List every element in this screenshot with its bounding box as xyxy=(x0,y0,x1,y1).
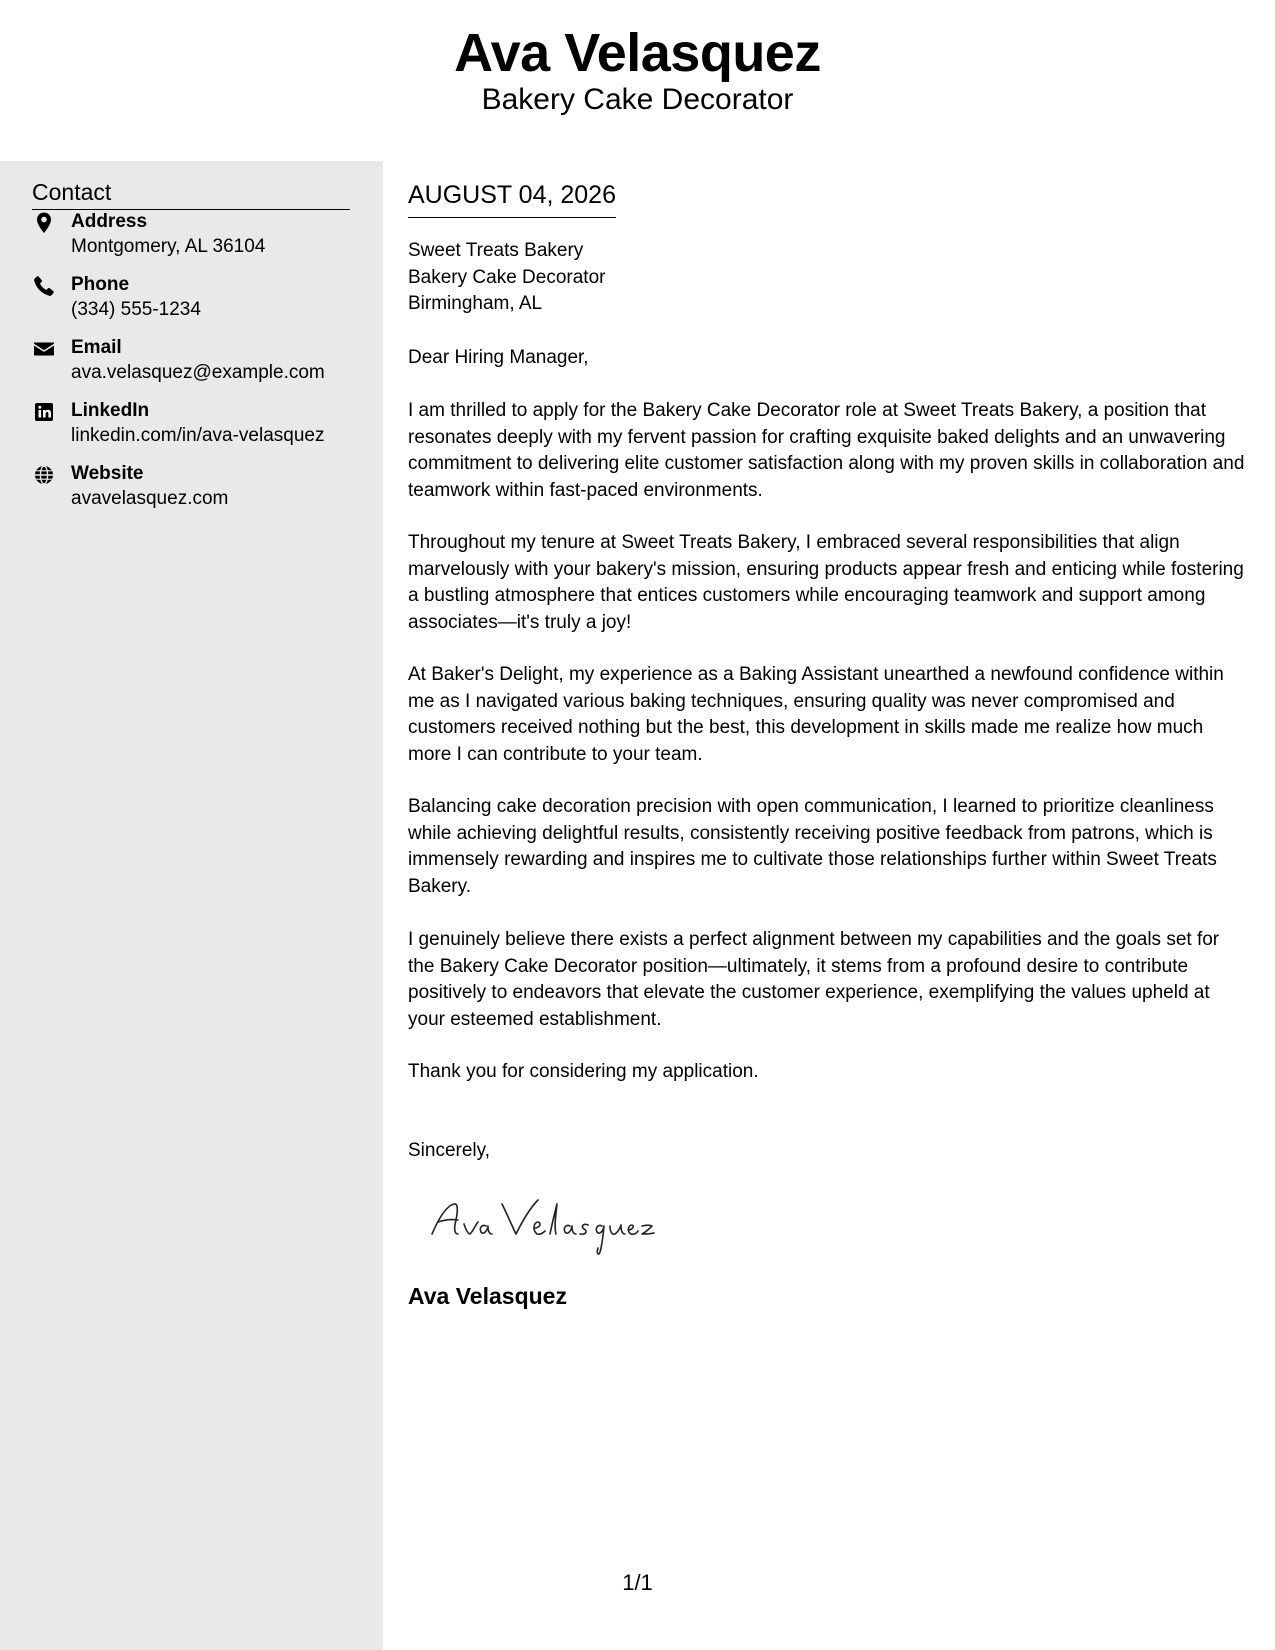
recipient-position: Bakery Cake Decorator xyxy=(408,266,606,288)
body-paragraph: At Baker's Delight, my experience as a Baking Assistant unearthed a newfound confidence within me as I navigated various baking techniques, ensuring quality was never compromised and customers received nothing but the best, this development in skills made me realize how much more I can contribute to your team. xyxy=(408,664,1224,765)
contact-label-website: Website xyxy=(71,463,144,484)
contact-label-linkedin: LinkedIn xyxy=(71,400,150,421)
contact-item-linkedin xyxy=(32,398,362,454)
recipient-location: Birmingham, AL xyxy=(408,293,543,314)
contact-item-phone xyxy=(32,272,362,328)
map-pin-icon xyxy=(32,211,56,235)
letter-header xyxy=(0,0,1275,161)
thank-you-line: Thank you for considering my application. xyxy=(408,1061,759,1082)
phone-icon xyxy=(32,274,56,298)
contact-value-phone: (334) 555-1234 xyxy=(71,299,201,320)
globe-icon xyxy=(32,463,56,487)
contact-label-phone: Phone xyxy=(71,274,130,295)
contact-item-website xyxy=(32,461,362,517)
page-number: 1/1 xyxy=(622,1570,653,1595)
envelope-icon xyxy=(32,337,56,361)
body-paragraph: I genuinely believe there exists a perfect alignment between my capabilities and the goals set for the Bakery Cake Decorator position—ultimately, it stems from a profound desire to contribute positively to endeavors that elevate the customer experience, exemplifying the values upheld at your esteemed establishment. xyxy=(408,929,1220,1030)
salutation: Dear Hiring Manager, xyxy=(408,347,589,368)
contact-value-website: avavelasquez.com xyxy=(71,488,229,509)
linkedin-icon xyxy=(32,400,56,424)
contact-sidebar xyxy=(0,161,383,1650)
applicant-name: Ava Velasquez xyxy=(454,23,821,83)
applicant-title: Bakery Cake Decorator xyxy=(481,83,794,116)
contact-item-email xyxy=(32,335,362,391)
contact-item-address xyxy=(32,209,362,265)
body-paragraph: Throughout my tenure at Sweet Treats Bakery, I embraced several responsibilities that align marvelously with your bakery's mission, ensuring products appear fresh and enticing while fostering a bustling atmosphere that entices customers while encouraging teamwork and support among associates—it's truly a joy! xyxy=(408,532,1244,633)
contact-heading: Contact xyxy=(32,177,350,210)
contact-value-address: Montgomery, AL 36104 xyxy=(71,236,266,257)
recipient-block xyxy=(408,238,605,318)
letter-date: AUGUST 04, 2026 xyxy=(408,179,616,218)
contact-value-linkedin: linkedin.com/in/ava-velasquez xyxy=(71,425,325,446)
body-paragraph: I am thrilled to apply for the Bakery Cake Decorator role at Sweet Treats Bakery, a position that resonates deeply with my fervent passion for crafting exquisite baked delights and an unwavering commitment to delivering elite customer satisfaction along with my proven skills in collaboration and teamwork within fast-paced environments. xyxy=(408,400,1245,501)
signer-name: Ava Velasquez xyxy=(408,1283,567,1309)
body-paragraph: Balancing cake decoration precision with open communication, I learned to prioritize cleanliness while achieving delightful results, consistently receiving positive feedback from patrons, which is immensely rewarding and inspires me to cultivate those relationships further within Sweet Treats Bakery. xyxy=(408,796,1217,897)
closing: Sincerely, xyxy=(408,1140,491,1161)
handwritten-signature xyxy=(424,1190,664,1260)
recipient-company: Sweet Treats Bakery xyxy=(408,240,584,261)
contact-label-email: Email xyxy=(71,337,122,358)
contact-label-address: Address xyxy=(71,211,148,232)
contact-value-email: ava.velasquez@example.com xyxy=(71,362,325,383)
